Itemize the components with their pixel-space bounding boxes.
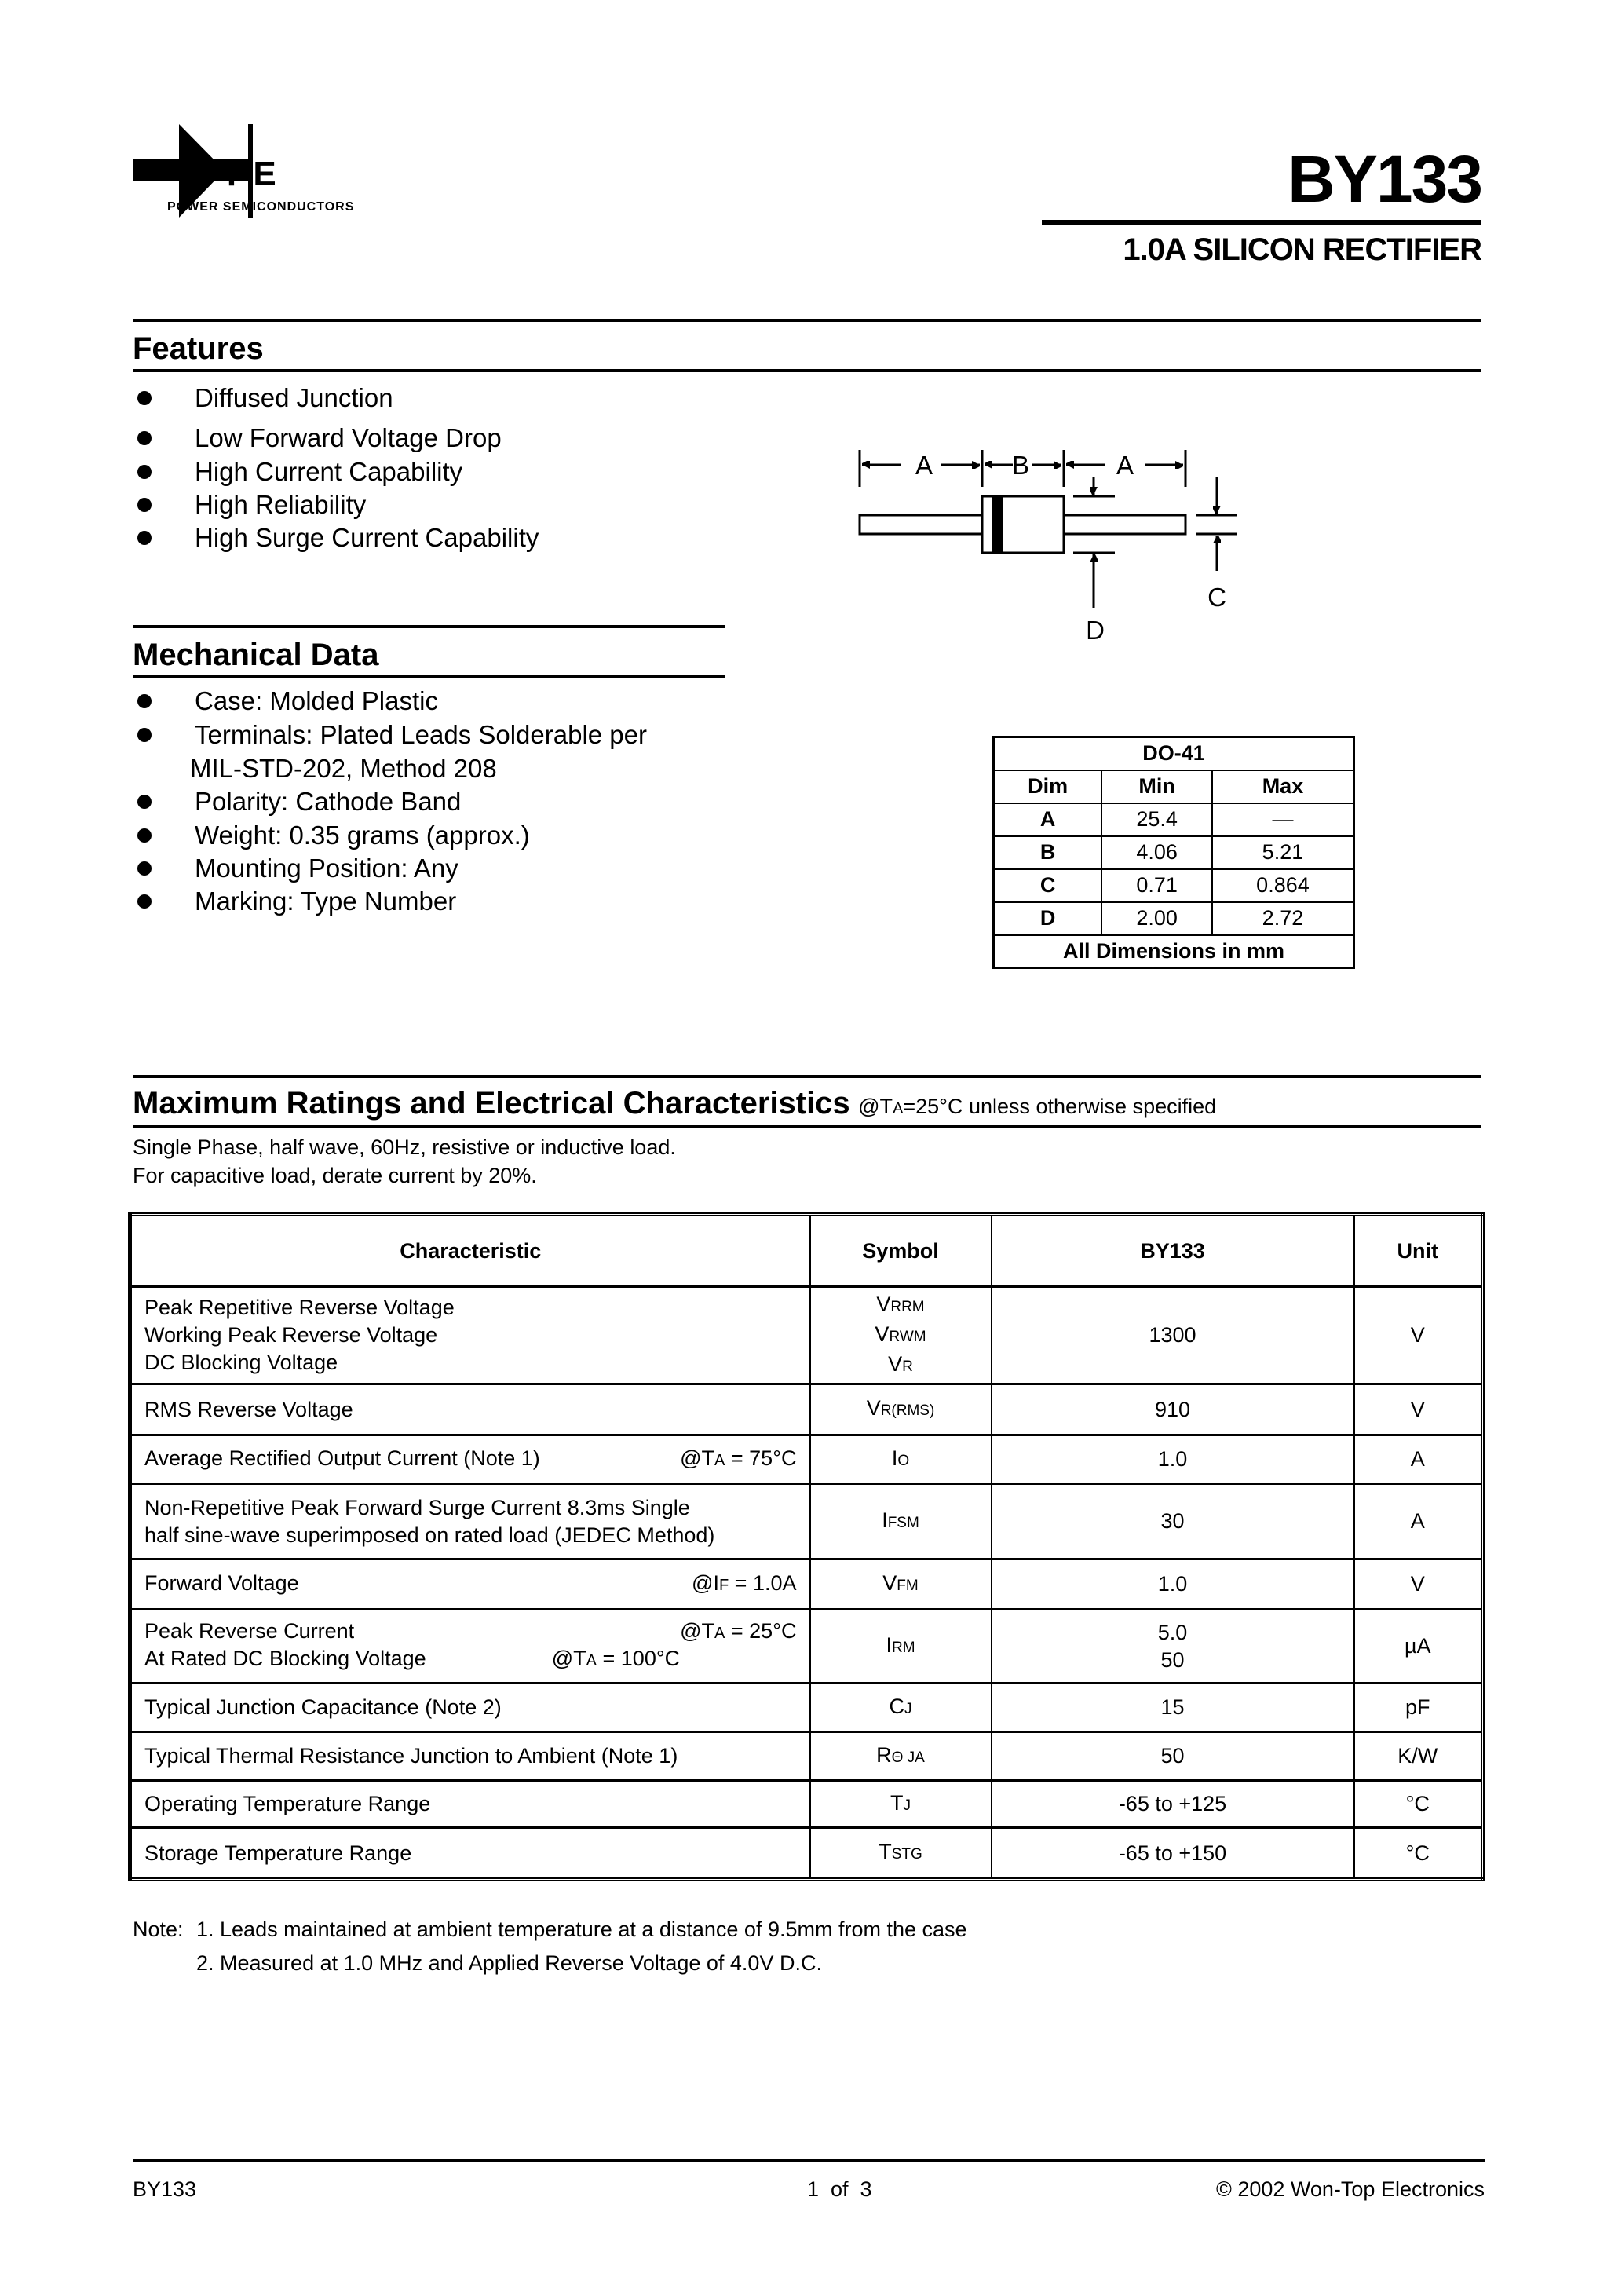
characteristic-text: DC Blocking Voltage — [144, 1351, 338, 1374]
characteristic-cell — [130, 1781, 810, 1828]
dim-cell: 2.00 — [1101, 902, 1212, 935]
unit-cell: A — [1354, 1435, 1483, 1484]
characteristic-text: RMS Reverse Voltage — [144, 1397, 353, 1421]
mechanical-item — [133, 855, 458, 881]
unit-cell: °C — [1354, 1781, 1483, 1828]
feature-text: High Surge Current Capability — [195, 523, 539, 552]
value: 1.0 — [1157, 1572, 1188, 1596]
symbol-cell — [810, 1610, 992, 1684]
characteristic-cell — [130, 1287, 810, 1384]
symbol: CJ — [889, 1694, 912, 1718]
mechanical-heading: Mechanical Data — [133, 638, 379, 672]
dim-row — [994, 869, 1354, 902]
dim-label-c: C — [1207, 583, 1226, 612]
dim-cell: C — [994, 869, 1102, 902]
dim-label-b: B — [1011, 451, 1030, 480]
ratings-row — [130, 1732, 1483, 1781]
value: -65 to +150 — [1118, 1841, 1227, 1865]
characteristic-text: Typical Junction Capacitance (Note 2) — [144, 1695, 502, 1719]
mechanical-text: Case: Molded Plastic — [195, 686, 438, 715]
dim-cell: 5.21 — [1212, 836, 1354, 869]
mechanical-text: Weight: 0.35 grams (approx.) — [195, 821, 530, 850]
characteristic-cell — [130, 1610, 810, 1684]
unit-cell: °C — [1354, 1828, 1483, 1880]
col-header: Symbol — [810, 1215, 992, 1287]
bullet-icon — [137, 861, 152, 876]
characteristic-text: Storage Temperature Range — [144, 1841, 412, 1865]
cond-suffix: =25°C unless otherwise specified — [903, 1095, 1217, 1118]
dim-table-title: DO-41 — [994, 737, 1354, 770]
ratings-condition — [858, 1095, 1216, 1118]
cond-sub: A — [893, 1100, 904, 1117]
ratings-row — [130, 1484, 1483, 1559]
dim-cell: 0.864 — [1212, 869, 1354, 902]
unit-cell: V — [1354, 1559, 1483, 1610]
value-cell — [992, 1484, 1354, 1559]
symbol: VR — [888, 1351, 913, 1376]
divider — [133, 1075, 1481, 1078]
mechanical-text: Marking: Type Number — [195, 887, 457, 916]
value: 30 — [1160, 1509, 1185, 1533]
value-cell — [992, 1435, 1354, 1484]
features-heading: Features — [133, 331, 264, 366]
ratings-row — [130, 1384, 1483, 1435]
intro-line: Single Phase, half wave, 60Hz, resistive or inductive load. — [133, 1135, 676, 1159]
test-condition: @TA = 75°C — [680, 1446, 797, 1470]
value-cell — [992, 1559, 1354, 1610]
page-number: 1 of 3 — [807, 2177, 872, 2201]
dim-table-footer: All Dimensions in mm — [994, 935, 1354, 968]
dim-cell: — — [1212, 803, 1354, 836]
subtitle: 1.0A SILICON RECTIFIER — [1123, 232, 1481, 267]
value: -65 to +125 — [1118, 1792, 1227, 1815]
unit-cell: µA — [1354, 1610, 1483, 1684]
value: 50 — [1160, 1647, 1185, 1672]
symbol-cell — [810, 1287, 992, 1384]
logo-brand: WTE — [177, 155, 287, 193]
dim-row — [994, 836, 1354, 869]
characteristic-text: Typical Thermal Resistance Junction to Ambient (Note 1) — [144, 1744, 678, 1768]
characteristic-cell — [130, 1484, 810, 1559]
unit-cell: V — [1354, 1384, 1483, 1435]
dim-header: Dim — [994, 770, 1102, 803]
ratings-title: Maximum Ratings and Electrical Characteristics — [133, 1086, 850, 1121]
cathode-band — [992, 496, 1003, 553]
mechanical-item — [133, 888, 456, 914]
characteristic-text: half sine-wave superimposed on rated load (JEDEC Method) — [144, 1523, 715, 1547]
symbol-cell — [810, 1559, 992, 1610]
ratings-row — [130, 1435, 1483, 1484]
characteristic-cell — [130, 1559, 810, 1610]
ratings-row — [130, 1610, 1483, 1684]
dim-cell: A — [994, 803, 1102, 836]
unit-cell: A — [1354, 1484, 1483, 1559]
dim-row — [994, 803, 1354, 836]
bullet-icon — [137, 795, 152, 809]
characteristic-text: At Rated DC Blocking Voltage — [144, 1647, 426, 1670]
feature-text: High Reliability — [195, 490, 367, 519]
part-number-title: BY133 — [1288, 142, 1481, 216]
value: 15 — [1160, 1695, 1185, 1719]
dim-cell: B — [994, 836, 1102, 869]
logo-tagline: POWER SEMICONDUCTORS — [167, 200, 355, 214]
symbol: RΘ JA — [876, 1742, 925, 1767]
symbol: TSTG — [879, 1840, 922, 1863]
value: 5.0 — [1157, 1620, 1188, 1644]
test-condition: @IF = 1.0A — [692, 1570, 797, 1595]
test-condition: @TA = 25°C — [680, 1619, 797, 1643]
characteristic-cell — [130, 1435, 810, 1484]
value: 910 — [1154, 1397, 1191, 1421]
value-cell — [992, 1287, 1354, 1384]
ratings-row — [130, 1781, 1483, 1828]
intro-line: For capacitive load, derate current by 20%. — [133, 1164, 537, 1187]
characteristic-cell — [130, 1732, 810, 1781]
mechanical-item — [133, 822, 530, 848]
mechanical-item — [133, 788, 461, 814]
col-header: Unit — [1354, 1215, 1483, 1287]
characteristic-cell — [130, 1828, 810, 1880]
unit-cell: K/W — [1354, 1732, 1483, 1781]
footer-rule — [133, 2159, 1485, 2162]
characteristic-text: Peak Repetitive Reverse Voltage — [144, 1296, 455, 1319]
ratings-row — [130, 1828, 1483, 1880]
dim-cell: 0.71 — [1101, 869, 1212, 902]
symbol: VR(RMS) — [866, 1396, 935, 1420]
divider — [133, 1125, 1481, 1128]
mechanical-text: Terminals: Plated Leads Solderable per — [195, 720, 648, 749]
test-condition: @TA = 100°C — [551, 1647, 681, 1670]
mechanical-text: MIL-STD-202, Method 208 — [190, 754, 497, 783]
ratings-row — [130, 1684, 1483, 1732]
value: 1300 — [1149, 1323, 1196, 1347]
value-cell — [992, 1732, 1354, 1781]
characteristic-text: Forward Voltage — [144, 1570, 299, 1595]
dim-cell: 4.06 — [1101, 836, 1212, 869]
dim-cell: 2.72 — [1212, 902, 1354, 935]
col-header: Characteristic — [130, 1215, 810, 1287]
feature-text: Diffused Junction — [195, 383, 393, 412]
ratings-table — [128, 1212, 1485, 1881]
value-cell — [992, 1384, 1354, 1435]
symbol-cell — [810, 1732, 992, 1781]
note-item: 2. Measured at 1.0 MHz and Applied Reverse Voltage of 4.0V D.C. — [196, 1951, 822, 1975]
feature-text: High Current Capability — [195, 457, 463, 486]
symbol: TJ — [890, 1790, 911, 1815]
value: 1.0 — [1157, 1447, 1188, 1471]
symbol: IFSM — [882, 1508, 919, 1532]
symbol-cell — [810, 1684, 992, 1732]
feature-text: Low Forward Voltage Drop — [195, 423, 502, 452]
value: 50 — [1160, 1744, 1185, 1768]
bullet-icon — [137, 828, 152, 843]
characteristic-cell — [130, 1684, 810, 1732]
ratings-heading — [133, 1088, 1216, 1119]
do41-package-diagram — [0, 0, 1622, 785]
dim-label-a: A — [915, 451, 933, 480]
value-cell — [992, 1610, 1354, 1684]
symbol: IRM — [886, 1632, 915, 1657]
dim-header: Min — [1101, 770, 1212, 803]
cond-prefix: @T — [858, 1095, 893, 1118]
characteristic-text: Operating Temperature Range — [144, 1792, 431, 1815]
ratings-row — [130, 1559, 1483, 1610]
mechanical-text: Mounting Position: Any — [195, 854, 458, 883]
notes-label: Note: — [133, 1918, 184, 1941]
value-cell — [992, 1828, 1354, 1880]
dim-cell: 25.4 — [1101, 803, 1212, 836]
symbol: IO — [891, 1446, 910, 1470]
col-header: BY133 — [992, 1215, 1354, 1287]
unit-cell: pF — [1354, 1684, 1483, 1732]
mechanical-text: Polarity: Cathode Band — [195, 787, 462, 816]
ratings-row — [130, 1287, 1483, 1384]
value-cell — [992, 1781, 1354, 1828]
value-cell — [992, 1684, 1354, 1732]
dim-row — [994, 902, 1354, 935]
characteristic-cell — [130, 1384, 810, 1435]
symbol: VRWM — [875, 1322, 926, 1346]
footer-part: BY133 — [133, 2177, 197, 2201]
note-item: 1. Leads maintained at ambient temperature at a distance of 9.5mm from the case — [196, 1918, 967, 1941]
dim-cell: D — [994, 902, 1102, 935]
dim-label-d: D — [1086, 616, 1105, 645]
characteristic-text: Average Rectified Output Current (Note 1) — [144, 1446, 540, 1470]
symbol-cell — [810, 1484, 992, 1559]
symbol-cell — [810, 1828, 992, 1880]
bullet-icon — [137, 894, 152, 909]
symbol-cell — [810, 1781, 992, 1828]
symbol: VRRM — [876, 1292, 925, 1316]
symbol-cell — [810, 1435, 992, 1484]
dimension-table — [992, 736, 1355, 969]
characteristic-text: Peak Reverse Current — [144, 1619, 355, 1643]
dim-label-a: A — [1116, 451, 1134, 480]
unit-cell: V — [1354, 1287, 1483, 1384]
symbol: VFM — [882, 1570, 919, 1595]
footer-copyright: © 2002 Won-Top Electronics — [1215, 2177, 1485, 2201]
characteristic-text: Working Peak Reverse Voltage — [144, 1323, 438, 1347]
symbol-cell — [810, 1384, 992, 1435]
dim-header: Max — [1212, 770, 1354, 803]
characteristic-text: Non-Repetitive Peak Forward Surge Current 8.3ms Single — [144, 1495, 690, 1519]
